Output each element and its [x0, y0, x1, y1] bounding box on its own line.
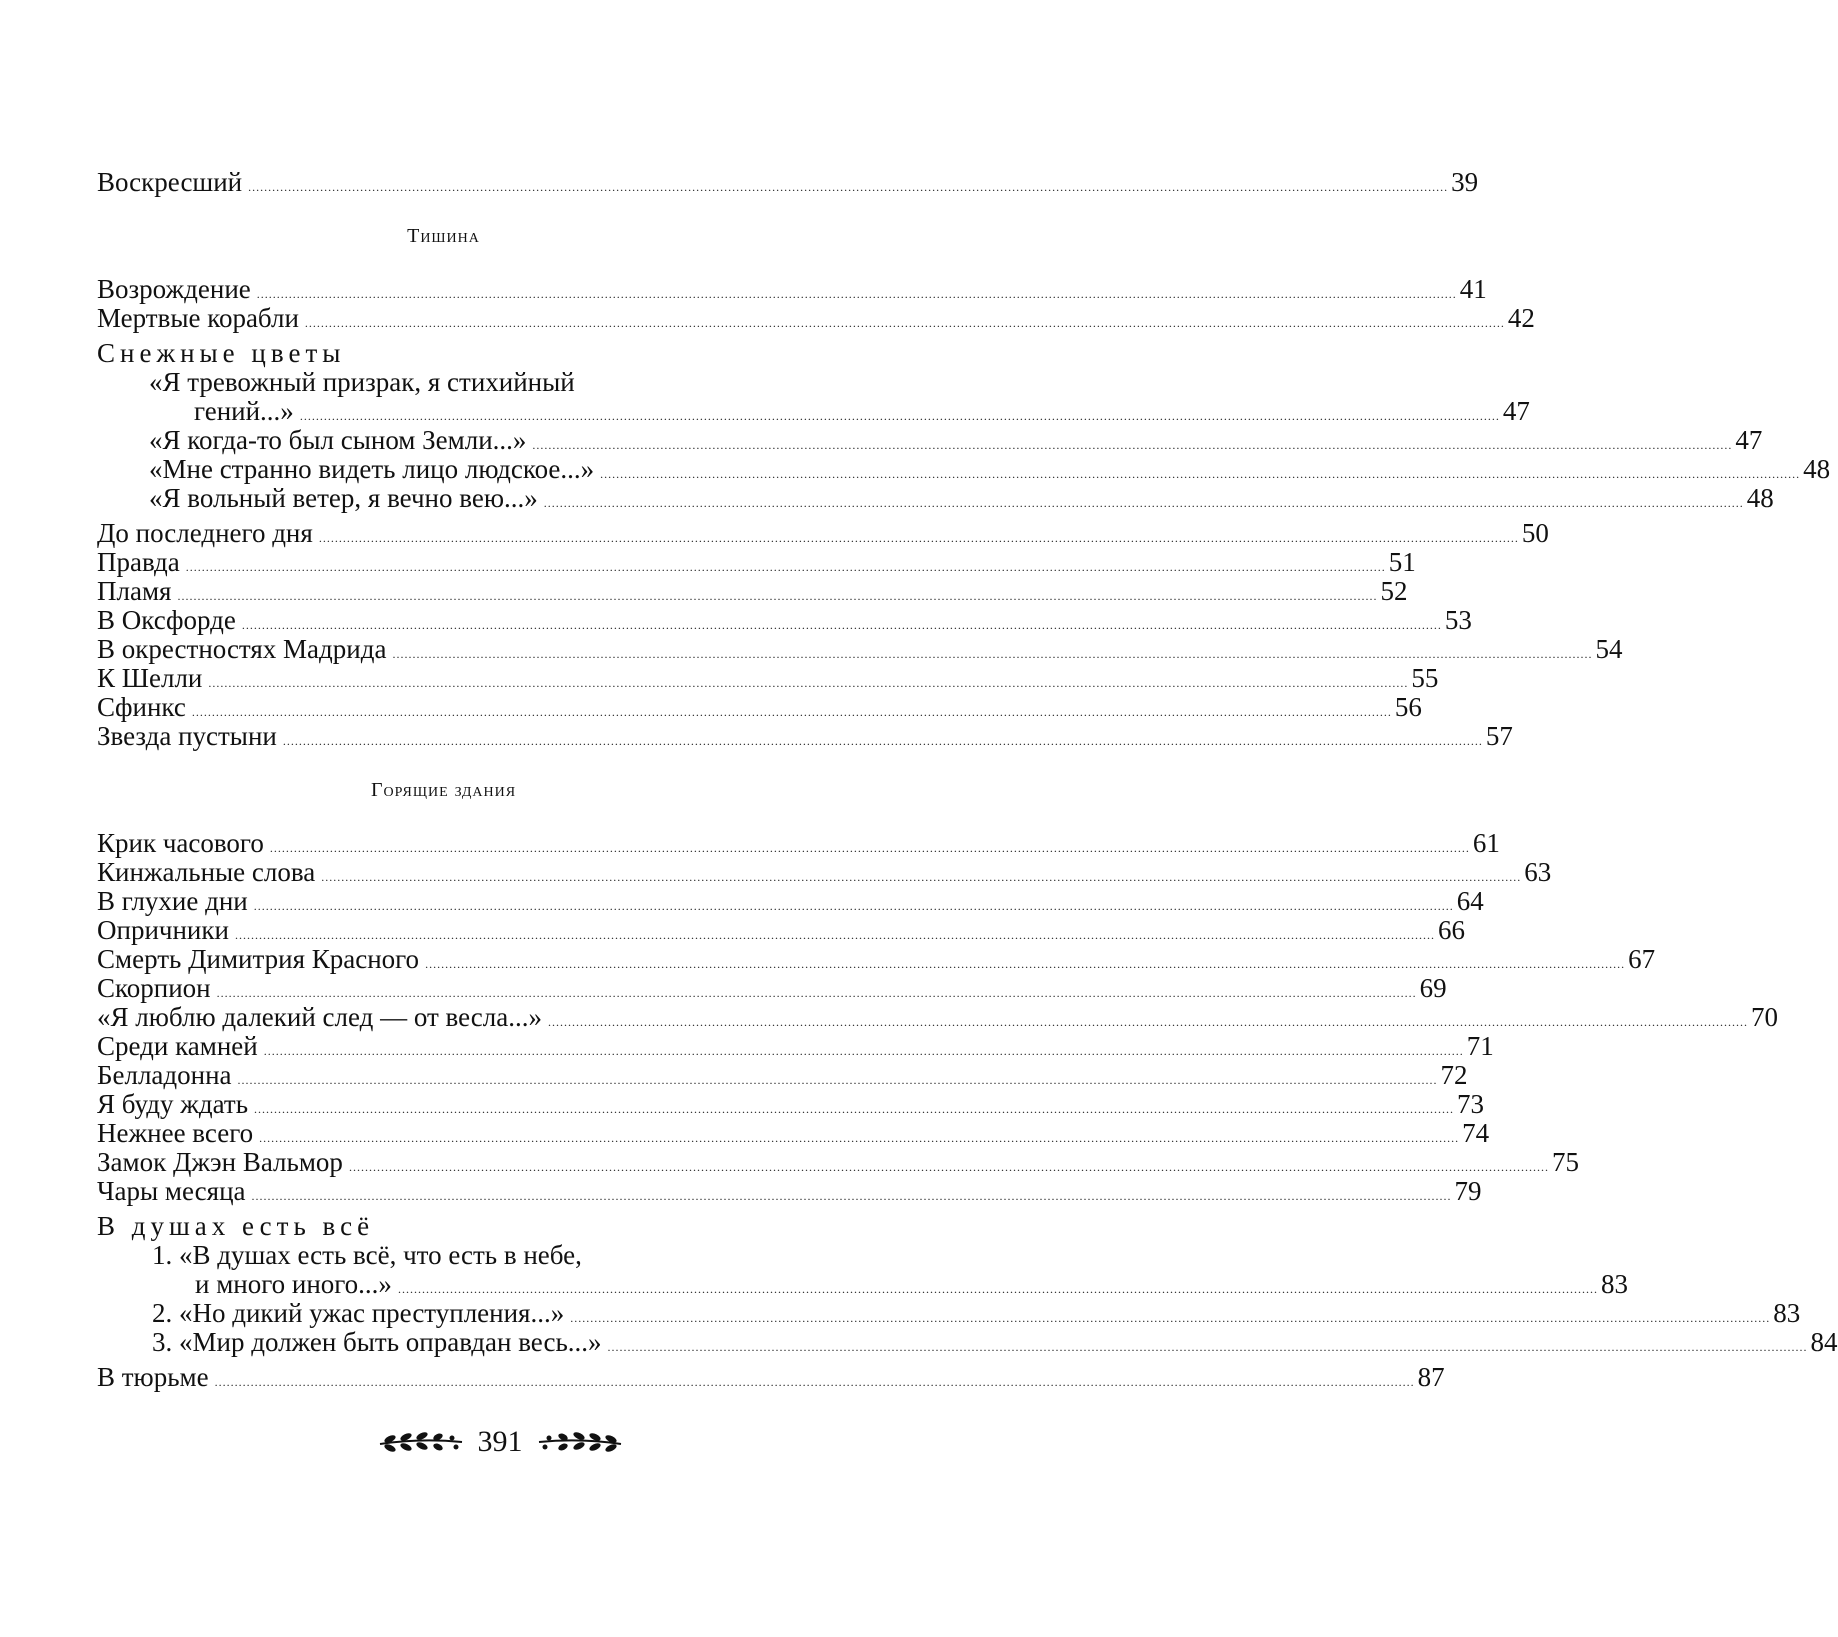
entry-title: Белладонна [97, 1060, 232, 1090]
toc-entry [97, 886, 1484, 916]
entry-page: 51 [1388, 547, 1416, 577]
entry-title: В тюрьме [97, 1362, 209, 1392]
entry-title: До последнего дня [97, 518, 313, 548]
toc-entry [97, 973, 1447, 1003]
dot-leader: ............................................................................................................................................................................................................................................................................................................ [600, 467, 1801, 481]
entry-title: Опричники [97, 915, 229, 945]
entry-title: В глухие дни [97, 886, 248, 916]
toc-entry [97, 605, 1472, 635]
dot-leader: ............................................................................................................................................................................................................................................................................................................ [241, 618, 1442, 632]
dot-leader: ............................................................................................................................................................................................................................................................................................................ [191, 705, 1392, 719]
toc-entry [97, 692, 1422, 722]
toc-entry [97, 547, 1416, 577]
entry-title: Сфинкс [97, 692, 186, 722]
entry-page: 47 [1502, 396, 1530, 426]
entry-title: «Я люблю далекий след — от весла...» [97, 1002, 542, 1032]
toc-entry [97, 274, 1487, 304]
entry-page: 74 [1462, 1118, 1490, 1148]
entry-title: Я буду ждать [97, 1089, 249, 1119]
dot-leader: ............................................................................................................................................................................................................................................................................................................ [397, 1282, 1598, 1296]
page-number: 391 [477, 1425, 523, 1458]
toc-entry [97, 1147, 1579, 1177]
entry-title: Замок Джэн Вальмор [97, 1147, 343, 1177]
dot-leader: ............................................................................................................................................................................................................................................................................................................ [259, 1131, 1460, 1145]
toc-entry [97, 518, 1549, 548]
dot-leader: ............................................................................................................................................................................................................................................................................................................ [304, 316, 1505, 330]
dot-leader: ............................................................................................................................................................................................................................................................................................................ [282, 734, 1483, 748]
dot-leader: ............................................................................................................................................................................................................................................................................................................ [251, 1189, 1452, 1203]
toc-subentry [97, 483, 1774, 513]
toc-entry [97, 576, 1408, 606]
toc-entry [97, 1176, 1482, 1206]
entry-page: 39 [1451, 167, 1479, 197]
laurel-sprig-icon [376, 1428, 466, 1456]
toc-entry [97, 1362, 1445, 1392]
entry-page: 63 [1524, 857, 1552, 887]
toc-entry [97, 1060, 1468, 1090]
dot-leader: ............................................................................................................................................................................................................................................................................................................ [248, 180, 1449, 194]
entry-page: 79 [1454, 1176, 1482, 1206]
entry-page: 48 [1803, 454, 1831, 484]
toc-subentry [97, 454, 1831, 484]
toc-subentry [97, 396, 1530, 426]
entry-title: Нежнее всего [97, 1118, 254, 1148]
entry-page: 83 [1773, 1298, 1801, 1328]
entry-page: 57 [1485, 721, 1513, 751]
toc-entry [97, 1002, 1778, 1032]
dot-leader: ............................................................................................................................................................................................................................................................................................................ [269, 841, 1470, 855]
entry-title: Мертвые корабли [97, 303, 299, 333]
toc-entry [97, 663, 1439, 693]
entry-title: Возрождение [97, 274, 251, 304]
entry-page: 67 [1628, 944, 1656, 974]
toc-entry [97, 915, 1465, 945]
entry-title: «Я вольный ветер, я вечно вею...» [149, 483, 538, 513]
entry-title: Чары месяца [97, 1176, 246, 1206]
toc-entry [97, 721, 1513, 751]
toc-subentry [97, 1298, 1801, 1328]
toc-subentry-first-line [97, 1241, 790, 1270]
dot-leader: ............................................................................................................................................................................................................................................................................................................ [256, 287, 1457, 301]
dot-leader: ............................................................................................................................................................................................................................................................................................................ [348, 1160, 1549, 1174]
dot-leader: ............................................................................................................................................................................................................................................................................................................ [208, 676, 1409, 690]
table-of-contents [97, 167, 1838, 1392]
entry-title: 3. «Мир должен быть оправдан весь...» [152, 1327, 602, 1357]
toc-entry [97, 1089, 1485, 1119]
toc-subentry [97, 1327, 1838, 1357]
entry-page: 72 [1440, 1060, 1468, 1090]
entry-page: 71 [1466, 1031, 1494, 1061]
toc-entry [97, 1118, 1490, 1148]
entry-title: Звезда пустыни [97, 721, 277, 751]
entry-page: 70 [1751, 1002, 1778, 1032]
entry-page: 55 [1411, 663, 1439, 693]
section-heading: Тишина [407, 225, 480, 247]
entry-page: 84 [1810, 1327, 1838, 1357]
entry-title: Скорпион [97, 973, 211, 1003]
dot-leader: ............................................................................................................................................................................................................................................................................................................ [254, 1102, 1455, 1116]
group-title: Снежные цветы [97, 338, 346, 368]
entry-title: Правда [97, 547, 180, 577]
entry-page: 53 [1444, 605, 1472, 635]
entry-title: гений...» [194, 396, 294, 426]
entry-title: 2. «Но дикий ужас преступления...» [152, 1298, 565, 1328]
entry-page: 61 [1472, 828, 1500, 858]
dot-leader: ............................................................................................................................................................................................................................................................................................................ [543, 496, 1744, 510]
toc-entry [97, 167, 1479, 197]
dot-leader: ............................................................................................................................................................................................................................................................................................................ [177, 589, 1378, 603]
entry-page: 42 [1507, 303, 1535, 333]
toc-subentry-first-line [97, 368, 790, 397]
dot-leader: ............................................................................................................................................................................................................................................................................................................ [425, 957, 1626, 971]
dot-leader: ............................................................................................................................................................................................................................................................................................................ [532, 438, 1733, 452]
entry-page: 75 [1551, 1147, 1579, 1177]
page-footer [0, 1425, 1000, 1459]
entry-page: 83 [1600, 1269, 1628, 1299]
entry-page: 66 [1437, 915, 1465, 945]
dot-leader: ............................................................................................................................................................................................................................................................................................................ [607, 1340, 1808, 1354]
toc-entry [97, 944, 1656, 974]
laurel-sprig-icon [535, 1428, 625, 1456]
dot-leader: ............................................................................................................................................................................................................................................................................................................ [185, 560, 1386, 574]
entry-title: и много иного...» [195, 1269, 392, 1299]
entry-title: 1. «В душах есть всё, что есть в небе, [152, 1240, 582, 1270]
entry-title: «Я когда-то был сыном Земли...» [149, 425, 527, 455]
entry-title: Кинжальные слова [97, 857, 316, 887]
entry-page: 87 [1417, 1362, 1445, 1392]
dot-leader: ............................................................................................................................................................................................................................................................................................................ [216, 986, 1417, 1000]
dot-leader: ............................................................................................................................................................................................................................................................................................................ [234, 928, 1435, 942]
entry-title: К Шелли [97, 663, 203, 693]
toc-entry [97, 1031, 1494, 1061]
toc-entry [97, 857, 1552, 887]
dot-leader: ............................................................................................................................................................................................................................................................................................................ [263, 1044, 1464, 1058]
toc-entry [97, 634, 1623, 664]
toc-entry [97, 303, 1535, 333]
entry-page: 54 [1595, 634, 1623, 664]
entry-page: 69 [1419, 973, 1447, 1003]
dot-leader: ............................................................................................................................................................................................................................................................................................................ [548, 1015, 1748, 1029]
dot-leader: ............................................................................................................................................................................................................................................................................................................ [570, 1311, 1771, 1325]
dot-leader: ............................................................................................................................................................................................................................................................................................................ [299, 409, 1500, 423]
entry-title: «Мне странно видеть лицо людское...» [149, 454, 595, 484]
dot-leader: ............................................................................................................................................................................................................................................................................................................ [321, 870, 1522, 884]
entry-page: 64 [1456, 886, 1484, 916]
toc-subentry [97, 1269, 1628, 1299]
entry-page: 73 [1457, 1089, 1485, 1119]
entry-title: Среди камней [97, 1031, 258, 1061]
toc-entry [97, 828, 1500, 858]
entry-title: В окрестностях Мадрида [97, 634, 387, 664]
section-heading: Горящие здания [370, 779, 517, 801]
dot-leader: ............................................................................................................................................................................................................................................................................................................ [214, 1375, 1415, 1389]
entry-page: 47 [1735, 425, 1763, 455]
entry-title: Пламя [97, 576, 172, 606]
dot-leader: ............................................................................................................................................................................................................................................................................................................ [392, 647, 1593, 661]
entry-page: 48 [1746, 483, 1774, 513]
entry-title: Смерть Димитрия Красного [97, 944, 420, 974]
entry-page: 52 [1380, 576, 1408, 606]
dot-leader: ............................................................................................................................................................................................................................................................................................................ [237, 1073, 1438, 1087]
entry-title: «Я тревожный призрак, я стихийный [149, 367, 575, 397]
group-title: В душах есть всё [97, 1211, 375, 1241]
entry-title: Крик часового [97, 828, 264, 858]
entry-title: В Оксфорде [97, 605, 236, 635]
entry-title: Воскресший [97, 167, 243, 197]
dot-leader: ............................................................................................................................................................................................................................................................................................................ [253, 899, 1454, 913]
toc-subentry [97, 425, 1763, 455]
entry-page: 41 [1459, 274, 1487, 304]
entry-page: 56 [1394, 692, 1422, 722]
entry-page: 50 [1521, 518, 1549, 548]
dot-leader: ............................................................................................................................................................................................................................................................................................................ [318, 531, 1519, 545]
